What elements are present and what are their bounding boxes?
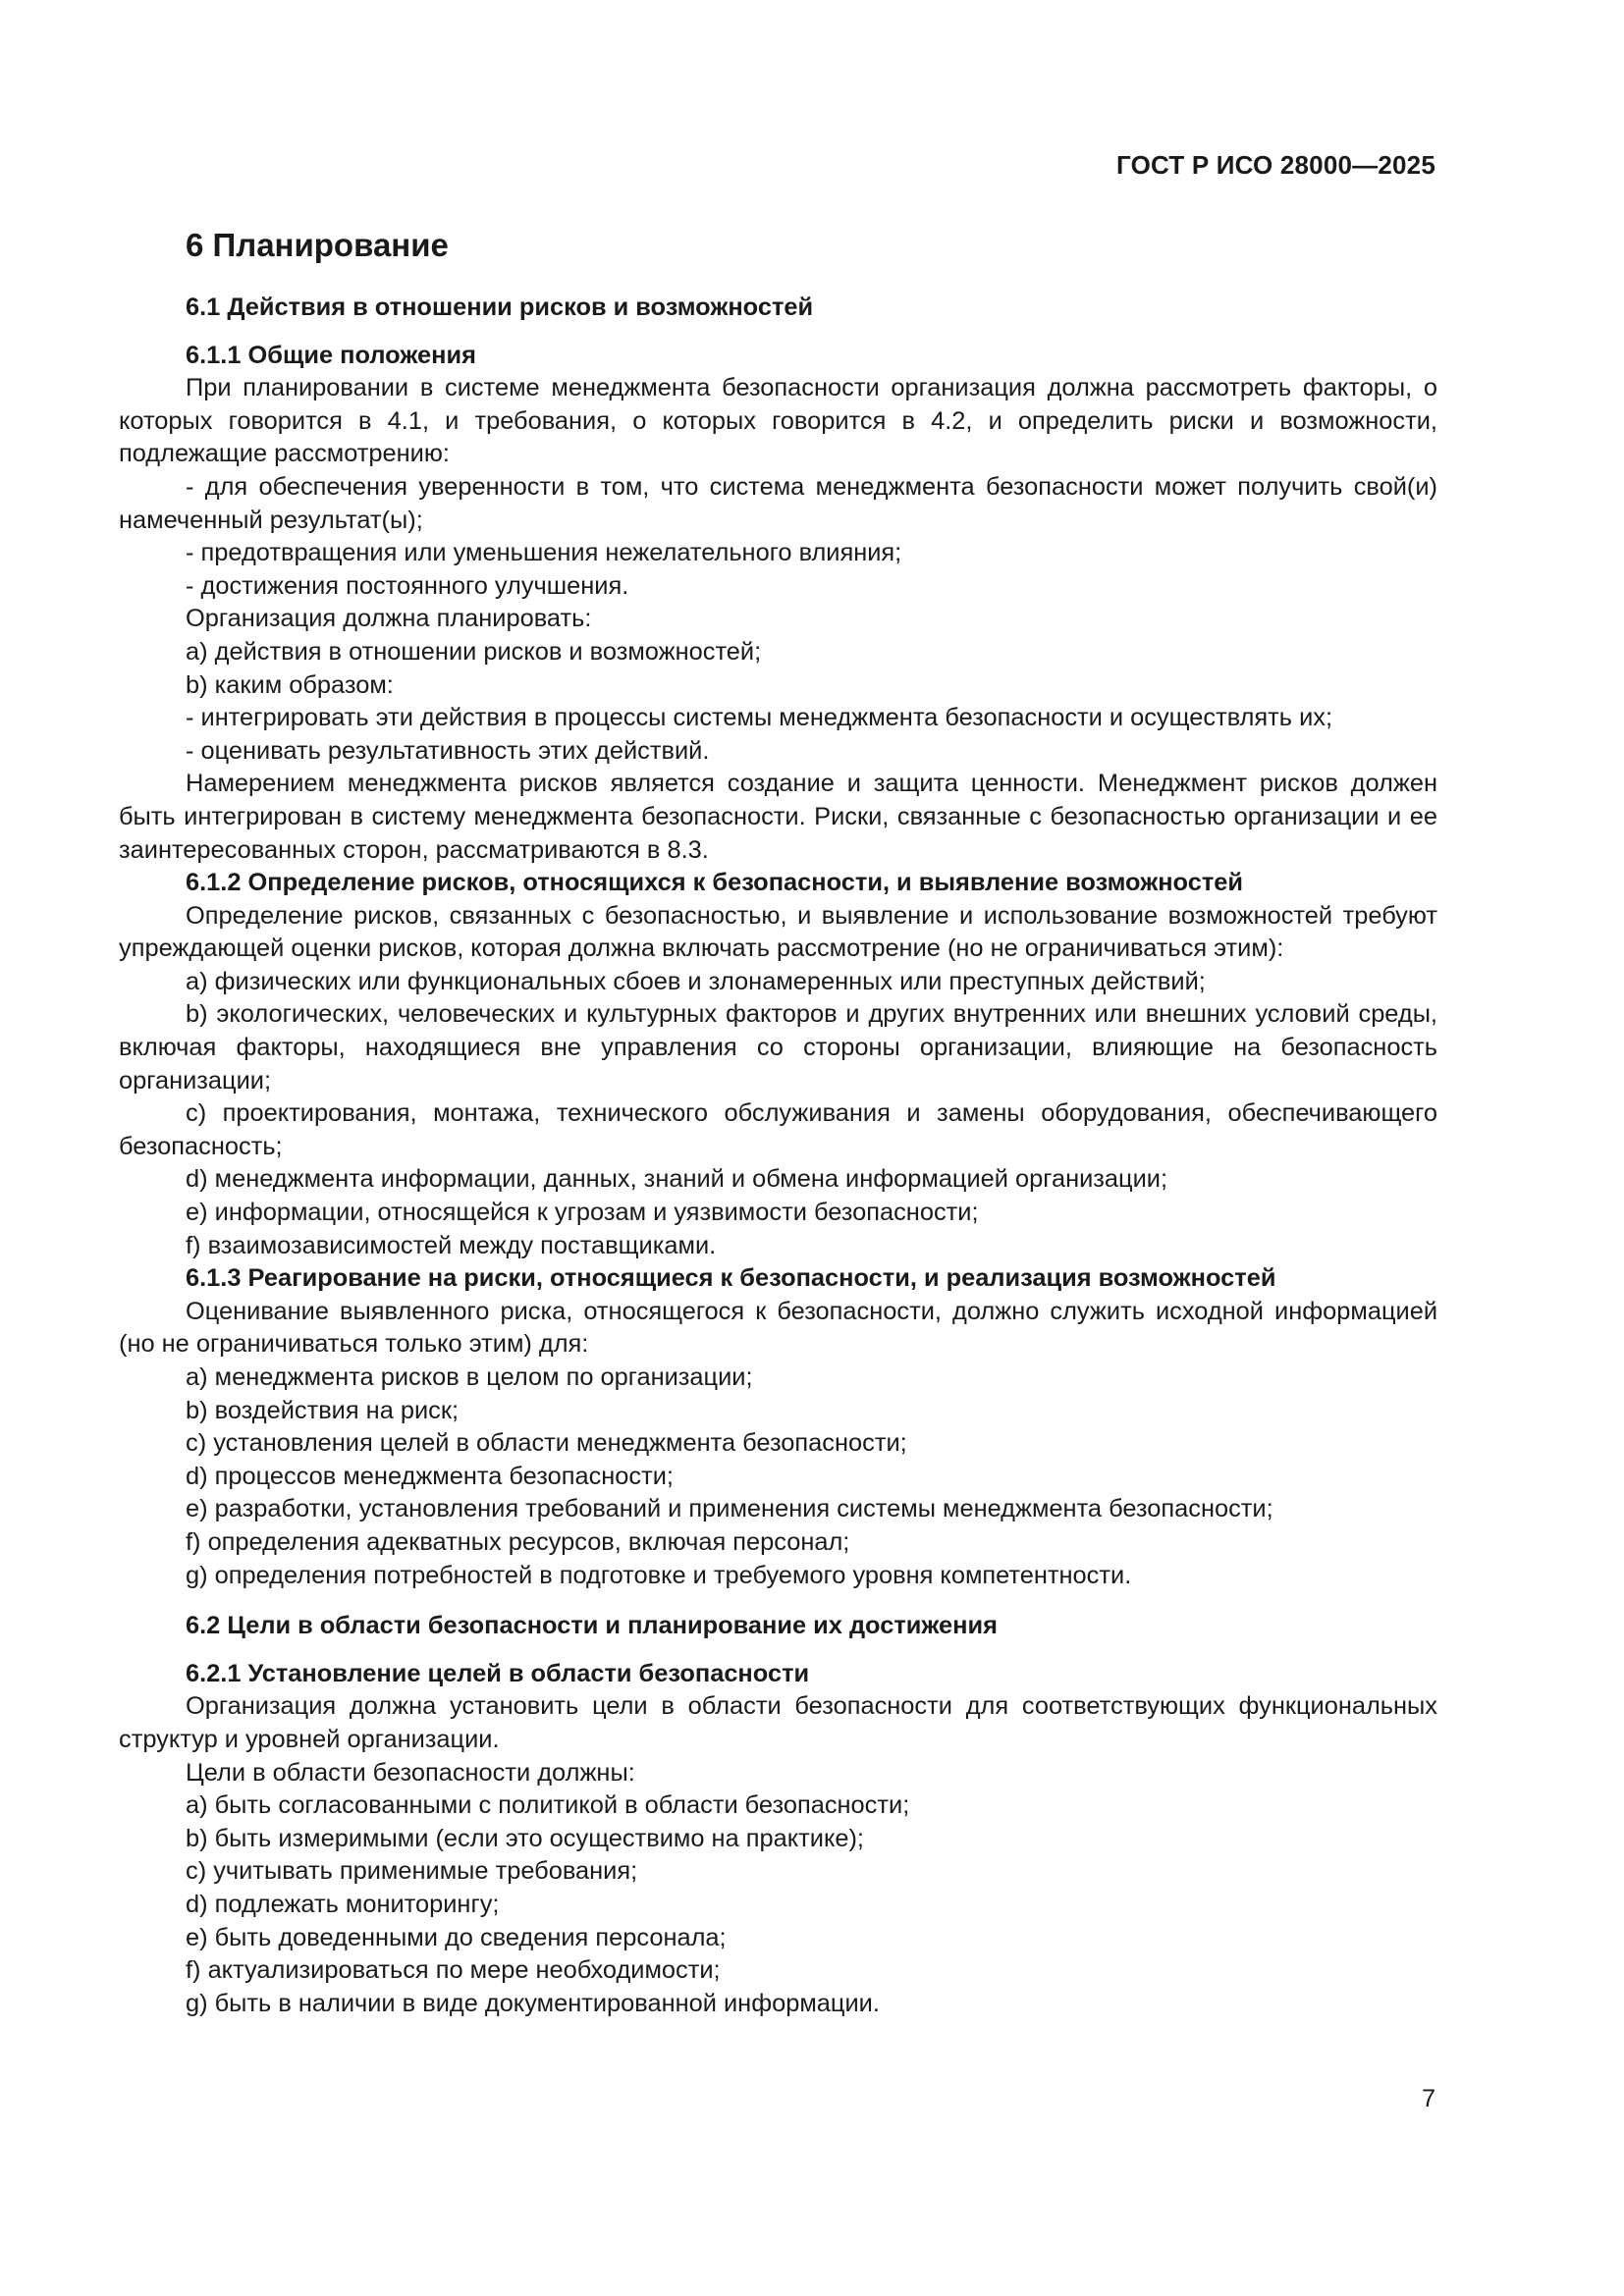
paragraph: Намерением менеджмента рисков является создание и защита ценности. Менеджмент рисков должен быть интегрирован в систему менеджмента безопасности. Риски, связанные с безопасностью организации и ее заинтересованных сторон, рассматриваются в 8.3.: [119, 770, 1437, 864]
paragraph: Оценивание выявленного риска, относящегося к безопасности, должно служить исходной информацией (но не ограничиваться только этим) для:: [119, 1297, 1437, 1359]
list-item: b) быть измеримыми (если это осуществимо на практике);: [186, 1824, 864, 1852]
bullet-item: - предотвращения или уменьшения нежелательного влияния;: [186, 539, 902, 567]
bullet-item: - оценивать результативность этих действий.: [186, 736, 710, 765]
paragraph: Цели в области безопасности должны:: [186, 1758, 635, 1787]
list-item: e) разработки, установления требований и применения системы менеджмента безопасности;: [186, 1495, 1273, 1523]
list-item: d) подлежать мониторингу;: [186, 1890, 500, 1918]
section-6-1-3-title: 6.1.3 Реагирование на риски, относящиеся к безопасности, и реализация возможностей: [186, 1264, 1276, 1293]
list-item: e) информации, относящейся к угрозам и уязвимости безопасности;: [186, 1199, 979, 1227]
list-item: f) актуализироваться по мере необходимости;: [186, 1956, 721, 1985]
section-6-1-2-title: 6.1.2 Определение рисков, относящихся к безопасности, и выявление возможностей: [186, 869, 1243, 897]
list-item: g) быть в наличии в виде документированной информации.: [186, 1989, 880, 2017]
list-item: c) установления целей в области менеджмента безопасности;: [186, 1429, 907, 1458]
list-item: g) определения потребностей в подготовке и требуемого уровня компетентности.: [186, 1561, 1132, 1589]
list-item: e) быть доведенными до сведения персонала;: [186, 1923, 727, 1951]
list-item: c) проектирования, монтажа, технического обслуживания и замены оборудования, обеспечивающего безопасность;: [119, 1099, 1437, 1160]
paragraph: Организация должна планировать:: [186, 605, 592, 633]
list-item: f) определения адекватных ресурсов, включая персонал;: [186, 1527, 850, 1556]
section-6-1-title: 6.1 Действия в отношении рисков и возможностей: [186, 294, 814, 321]
section-6-1-1-title: 6.1.1 Общие положения: [186, 341, 476, 369]
list-item: d) процессов менеджмента безопасности;: [186, 1462, 674, 1490]
paragraph: Определение рисков, связанных с безопасностью, и выявление и использование возможностей требуют упреждающей оценки рисков, которая должна включать рассмотрение (но не ограничиваться этим):: [119, 901, 1437, 963]
list-item: a) менеджмента рисков в целом по организации;: [186, 1363, 753, 1391]
bullet-item: - интегрировать эти действия в процессы системы менеджмента безопасности и осуществлять их;: [186, 704, 1333, 732]
list-item: b) каким образом:: [186, 670, 394, 699]
section-6-title: 6 Планирование: [186, 227, 449, 263]
section-6-2-1-title: 6.2.1 Установление целей в области безопасности: [186, 1659, 810, 1687]
bullet-item: - для обеспечения уверенности в том, что система менеджмента безопасности может получить свой(и) намеченный результат(ы);: [119, 472, 1437, 534]
section-6-2-title: 6.2 Цели в области безопасности и планирование их достижения: [186, 1612, 998, 1640]
list-item: a) физических или функциональных сбоев и злонамеренных или преступных действий;: [186, 967, 1206, 995]
list-item: f) взаимозависимостей между поставщиками.: [186, 1231, 717, 1259]
list-item: a) быть согласованными с политикой в области безопасности;: [186, 1791, 910, 1820]
bullet-item: - достижения постоянного улучшения.: [186, 571, 629, 600]
document-body: [119, 221, 1437, 2020]
list-item: d) менеджмента информации, данных, знаний и обмена информацией организации;: [186, 1165, 1168, 1194]
list-item: a) действия в отношении рисков и возможностей;: [186, 637, 762, 666]
page-number: 7: [1422, 2085, 1435, 2112]
list-item: b) экологических, человеческих и культурных факторов и других внутренних или внешних условий среды, включая факторы, находящиеся вне управления со стороны организации, влияющие на безопасность организации;: [119, 1000, 1437, 1095]
list-item: c) учитывать применимые требования;: [186, 1857, 638, 1886]
list-item: b) воздействия на риск;: [186, 1396, 460, 1424]
paragraph: Организация должна установить цели в области безопасности для соответствующих функциональных структур и уровней организации.: [119, 1692, 1437, 1753]
paragraph: При планировании в системе менеджмента безопасности организация должна рассмотреть факторы, о которых говорится в 4.1, и требования, о которых говорится в 4.2, и определить риски и возможности, подлежащие рассмотрению:: [119, 374, 1437, 468]
document-code: ГОСТ Р ИСО 28000—2025: [1115, 150, 1435, 180]
